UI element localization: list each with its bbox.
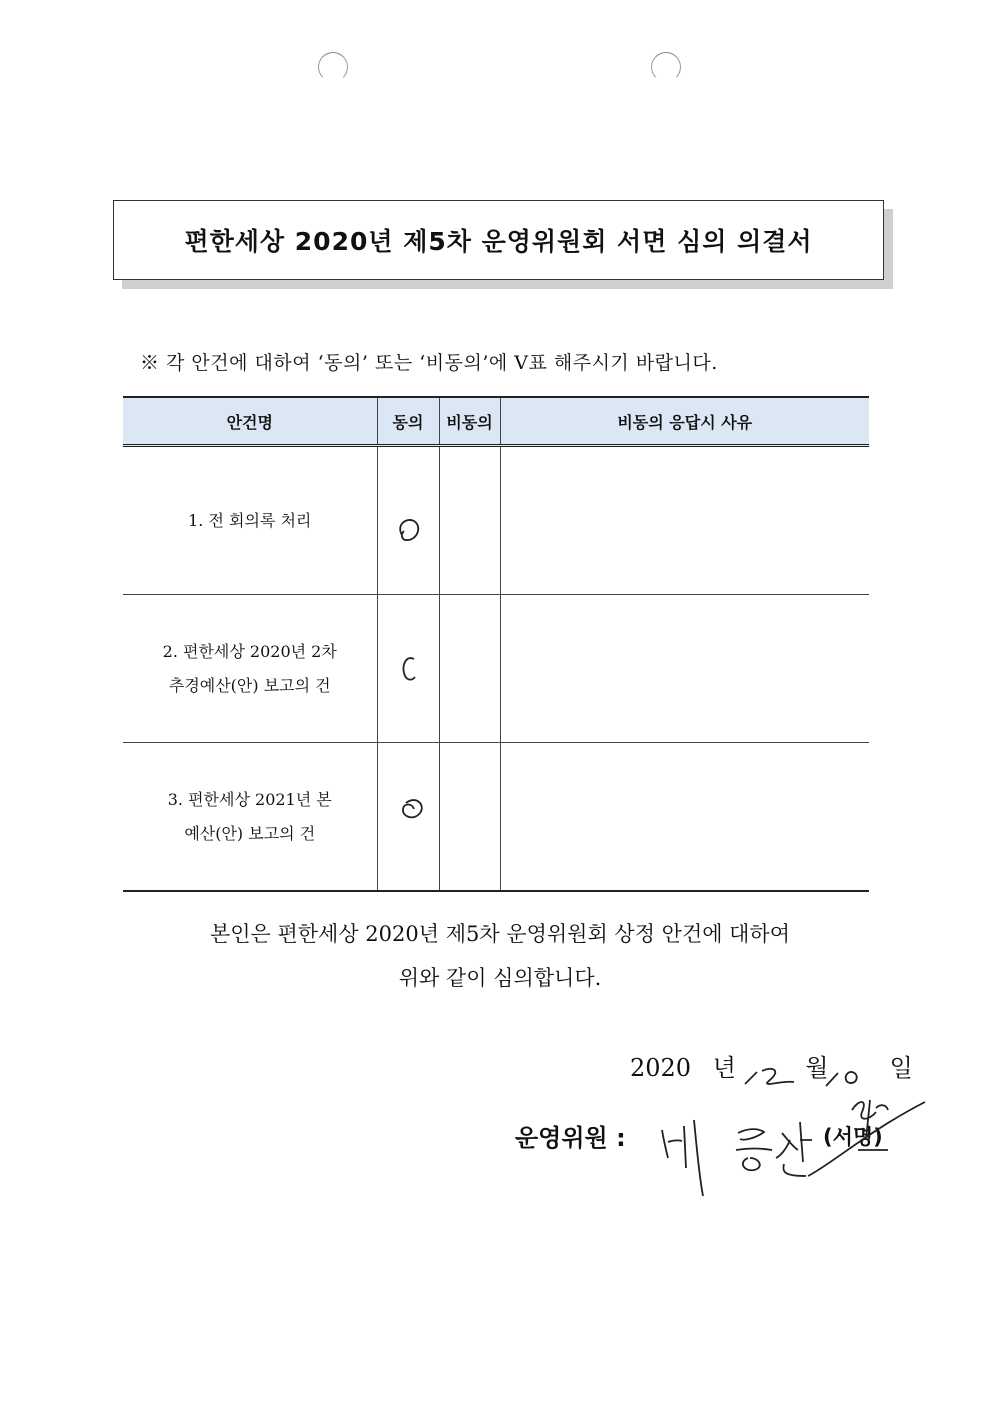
reason-cell[interactable]: [500, 595, 869, 743]
agree-cell[interactable]: [377, 595, 439, 743]
date-line: [630, 1048, 913, 1083]
agree-cell[interactable]: [377, 446, 439, 595]
agenda-item-cell: [123, 743, 377, 892]
agenda-item-label: 2. 편한세상 2020년 2차 추경예산(안) 보고의 건: [162, 641, 337, 695]
disagree-cell[interactable]: [439, 446, 500, 595]
handwritten-circle-mark: [378, 743, 438, 883]
header-disagree: 비동의: [439, 397, 500, 446]
header-agenda-name: 안건명: [123, 397, 377, 446]
agenda-item-cell: [123, 595, 377, 743]
date-year: 2020: [630, 1054, 692, 1082]
statement-line-2: 위와 같이 심의합니다.: [398, 966, 602, 990]
statement: [100, 912, 900, 1000]
agenda-table: [123, 396, 869, 892]
header-agree: 동의: [377, 397, 439, 446]
member-label: 운영위원 :: [515, 1124, 626, 1152]
date-year-label: 년: [712, 1054, 736, 1082]
document-title: 편한세상 2020년 제5차 운영위원회 서면 심의 의결서: [184, 227, 813, 256]
instruction-text: ※ 각 안건에 대하여 ‘동의’ 또는 ‘비동의’에 V표 해주시기 바랍니다.: [140, 352, 718, 374]
punch-hole-left: [318, 52, 348, 82]
handwritten-circle-mark: [378, 595, 438, 735]
statement-line-1: 본인은 편한세상 2020년 제5차 운영위원회 상정 안건에 대하여: [209, 922, 791, 946]
agenda-item-cell: [123, 446, 377, 595]
seal-label: (서명): [823, 1125, 883, 1149]
date-month-label: 월: [805, 1054, 829, 1082]
disagree-cell[interactable]: [439, 743, 500, 892]
title-box: [113, 200, 884, 280]
disagree-cell[interactable]: [439, 595, 500, 743]
member-signature-line: [515, 1118, 626, 1153]
table-header-row: [123, 397, 869, 446]
header-reason: 비동의 응답시 사유: [500, 397, 869, 446]
reason-cell[interactable]: [500, 743, 869, 892]
reason-cell[interactable]: [500, 446, 869, 595]
handwritten-circle-mark: [378, 447, 438, 587]
table-row: [123, 446, 869, 595]
table-row: [123, 743, 869, 892]
punch-hole-right: [651, 52, 681, 82]
table-row: [123, 595, 869, 743]
agenda-item-label: 1. 전 회의록 처리: [188, 510, 312, 530]
agenda-item-label: 3. 편한세상 2021년 본 예산(안) 보고의 건: [167, 789, 332, 843]
date-day-label: 일: [889, 1054, 913, 1082]
agree-cell[interactable]: [377, 743, 439, 892]
